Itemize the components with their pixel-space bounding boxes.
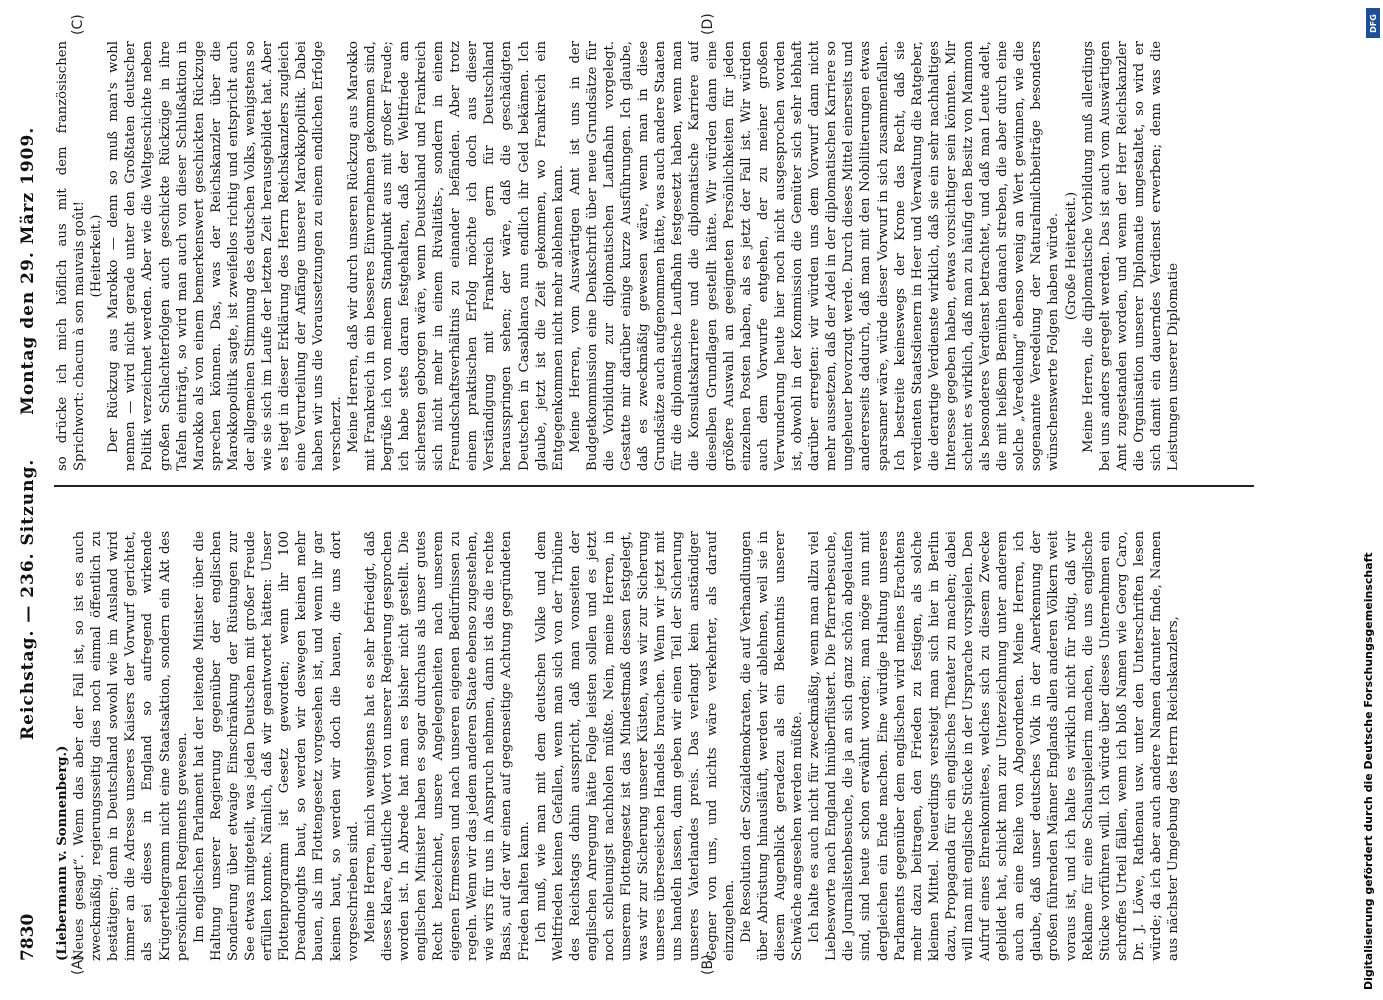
margin-mark-a: (A) [70, 954, 86, 975]
paragraph: Ich muß, wie man mit dem deutschen Volke und dem Weltfrieden keinen Gefallen, wenn man sich von der Tribüne des Reichstags dahin ausspricht, daß man vonseiten der englischen Anregung hätte Folge leisten sollen und es jetzt noch schleunigst nachholen müßte. Nein, meine Herren, in unserem Flottengesetz ist das Mindestmaß dessen festgelegt, was wir zur Sicherung unserer Küsten, was wir zur Sicherung unseres überseeischen Handels brauchen. Wenn wir jetzt mit uns handeln lassen, dann geben wir einen Teil der Sicherung unseres Vaterlandes preis. Das verlangt kein anständiger Gegner von uns, und nichts wäre verkehrter, als darauf einzugehen. [533, 531, 737, 961]
page-header [10, 10, 58, 975]
paragraph: Der Rückzug aus Marokko — denn so muß man's wohl nennen — wird nicht gerade unter den Großtaten deutscher Politik verzeichnet werden. Aber wie die Weltgeschichte neben großen Schlachterfolgen auch geschickte Rückzüge in ihre Tafeln einträgt, so wird man auch von dieser Schlußaktion in Marokko als von einem bemerkenswert geschickten Rückzuge sprechen können. Das, was der Reichskanzler über die Marokkopolitik sagte, ist zweifellos richtig und entspricht auch der allgemeinen Stimmung des deutschen Volks, wenigstens so wie sie sich im Laufe der letzten Zeit herausgebildet hat. Aber es liegt in dieser Erklärung des Herrn Reichskanzlers zugleich eine Verurteilung der Anfänge unserer Marokkopolitik. Dabei haben wir uns die Voraussetzungen zu einem endlichen Erfolge verscherzt. [106, 41, 344, 471]
paragraph: so drücke ich mich höflich aus mit dem französischen Sprichwort: chacun à son mauvais goût! [55, 41, 88, 471]
paragraph: Die Resolution der Sozialdemokraten, die auf Verhandlungen über Abrüstung hinausläuft, werden wir ablehnen, weil sie in diesem Augenblick geradezu als ein Bekenntnis unserer Schwäche angesehen werden müßte. [738, 531, 806, 961]
paragraph: Meine Herren, mich wenigstens hat es sehr befriedigt, daß dieses klare, deutliche Wort von unserer Regierung gesprochen worden ist. In Abrede hat man es bisher nicht gestellt. Die englischen Minister haben es sogar durchaus als unser gutes Recht bezeichnet, unsere Angelegenheiten nach unserem eigenen Ermessen und nach unseren eigenen Bedürfnissen zu regeln. Wenn wir das jedem anderen Staate ebenso zugestehen, wie wirs für uns in Anspruch nehmen, dann ist das die rechte Basis, auf der wir einen auf gegenseitige Achtung gegründeten Frieden halten kann. [362, 531, 532, 961]
paragraph: Neues gesagt“. Wenn das aber der Fall ist, so ist es auch zweckmäßig, regierungsseitig dies noch einmal öffentlich zu bestätigen; denn in Deutschland sowohl wie im Ausland wird immer an die Adresse unseres Kaisers der Vorwurf gerichtet, als sei dieses in England so aufregend wirkende Krügertelegramm nicht eine Staatsaktion, sondern ein Akt des persönlichen Regiments gewesen. [72, 531, 190, 961]
left-running-head: Reichstag. — 236. Sitzung. [18, 458, 38, 740]
paragraph: Meine Herren, die diplomatische Vorbildung muß allerdings bei uns anders geregelt werden. Das ist auch vom Auswärtigen Amt zugestanden worden, und wenn der Herr Reichskanzler die Organisation unserer Diplomatie umgestaltet, so wird er sich damit ein dauerndes Verdienst erwerben; denn was die Leistungen unserer Diplomatie [1080, 41, 1182, 471]
margin-mark-d: (D) [700, 13, 716, 35]
speaker-line: (Liebermann v. Sonnenberg.) [55, 745, 70, 961]
interjection: (Große Heiterkeit.) [1063, 191, 1079, 321]
right-running-head: Montag den 29. März 1909. [18, 126, 38, 415]
digitization-credit: Digitalisierung gefördert durch die Deutsche Forschungsgemeinschaft [1362, 552, 1375, 990]
paragraph: Im englischen Parlament hat der leitende Minister über die Haltung unserer Regierung gegenüber der englischen Sondierung über etwaige Einschränkung der Rüstungen zur See etwas mitgeteilt, was jeden Deutschen mit großer Freude erfüllen konnte. Nämlich, daß wir geantwortet hätten: Unser Flottenprogramm ist Gesetz geworden; wenn ihr 100 Dreadnoughts baut, so werden wir deswegen keinen mehr bauen, als im Flottengesetz vorgesehen ist, und wenn ihr gar keinen baut, so werden wir doch die bauen, die uns dort vorgeschrieben sind. [191, 531, 361, 961]
column-divider [54, 485, 1254, 487]
left-column [54, 531, 1294, 961]
dfg-logo: DFG [1366, 8, 1380, 38]
newspaper-page [10, 10, 1310, 975]
margin-mark-c: (C) [70, 14, 86, 35]
paragraph: Meine Herren, daß wir durch unseren Rückzug aus Marokko mit Frankreich in ein besseres Einvernehmen gekommen sind, begrüße ich von meinem Standpunkt aus mit großer Freude; ich habe stets daran festgehalten, daß der Weltfriede am sichersten geborgen wäre, wenn Deutschland und Frankreich sich nicht mehr in einem Rivalitäts-, sondern in einem Freundschaftsverhältnis zu einander befänden. Aber trotz einem praktischen Erfolg möchte ich doch aus dieser Verständigung mit Frankreich gern für Deutschland herausspringen sehen; der wäre, daß die geschädigten Deutschen in Casablanca nun endlich ihr Geld bekämen. Ich glaube, jetzt ist die Zeit gekommen, wo Frankreich ein Entgegenkommen nicht mehr ablehnen kann. [345, 41, 566, 471]
margin-mark-b: (B) [700, 954, 716, 975]
interjection: (Heiterkeit.) [89, 214, 105, 298]
right-column [54, 41, 1294, 471]
paragraph: Meine Herren, vom Auswärtigen Amt ist uns in der Budgetkommission eine Denkschrift über neue Grundsätze für die Vorbildung zur diplomatischen Laufbahn vorgelegt. Gestatte mir darüber einige kurze Ausführungen. Ich glaube, daß es zweckmäßig gewesen wäre, wenn man in diese Grundsätze auch aufgenommen hätte, was auch andere Staaten für die diplomatische Laufbahn festgesetzt haben, wenn man die Konsulatskarriere und die diplomatische Karriere auf dieselben Grundlagen gestellt hätte. Wir würden dann eine größere Auswahl an geeigneten Persönlichkeiten für jeden einzelnen Posten haben, als es jetzt der Fall ist. Wir würden auch dem Vorwurfe entgehen, der zu meiner großen Verwunderung heute hier noch nicht ausgesprochen worden ist, obwohl in der Kommission die Gemüter sich sehr lebhaft darüber erregten: wir würden uns dem Vorwurf dann nicht mehr aussetzen, daß der Adel in der diplomatischen Karriere so ungeheuer bevorzugt werde. Durch dieses Mittel einerseits und andererseits dadurch, daß man mit den Nobilitierungen etwas sparsamer wäre, würde dieser Vorwurf in sich zusammenfallen. Ich bestreite keineswegs der Krone das Recht, daß sie verdienten Staatsdienern in Heer und Verwaltung die Ratgeber, die derartige Verdienste wirklich, daß sie ein sehr nachhaltiges Interesse gegeben haben, etwas vorsichtiger sein könnten. Mir scheint es wirklich, daß man zu häufig den Besitz von Mammon als besonderes Verdienst betrachtet, und daß man Leute adelt, die mit heißem Bemühen danach streben, die aber durch eine solche „Veredelung“ ebenso wenig an Wert gewinnen, wie die sogenannte Veredelung der Naturalmilchbeiträge besonders wünschenswerte Folgen haben würde. [567, 41, 1062, 471]
paragraph: Ich halte es auch nicht für zweckmäßig, wenn man allzu viel Liebesworte nach England hinüberflüstert. Die Pfarrerbesuche, die Journalistenbesuche, die ja an sich ganz schön abgelaufen sind, sind heute schon erwähnt worden; man möge nun mit dergleichen ein Ende machen. Eine würdige Haltung unseres Parlaments gegenüber dem englischen wird meines Erachtens mehr dazu beitragen, den Frieden zu festigen, als solche kleinen Mittel. Neuerdings versteigt man sich hier in Berlin dazu, Propaganda für ein englisches Theater zu machen; dabei will man mit englische Stücke in der Ursprache vorspielen. Den Aufruf eines Ehrenkomitees, welches sich zu diesem Zwecke gebildet hat, schickt man zur Unterzeichnung unter anderem auch an eine Reihe von Abgeordneten. Meine Herren, ich glaube, daß unser deutsches Volk in der Anerkennung der großen führenden Männer Englands allen anderen Völkern weit voraus ist, und ich halte es wirklich nicht für nötig, daß wir Reklame für eine Schauspielerin machen, die uns englische Stücke vorführen will. Ich würde über dieses Unternehmen ein schroffes Urteil fällen, wenn ich bloß Namen wie Georg Caro, Dr. J. Löwe, Rathenau usw. unter den Unterschriften lesen würde; da ich aber auch andere Namen darunter finde, Namen aus nächster Umgebung des Herrn Reichskanzlers, [807, 531, 1182, 961]
page-number: 7830 [18, 913, 38, 961]
